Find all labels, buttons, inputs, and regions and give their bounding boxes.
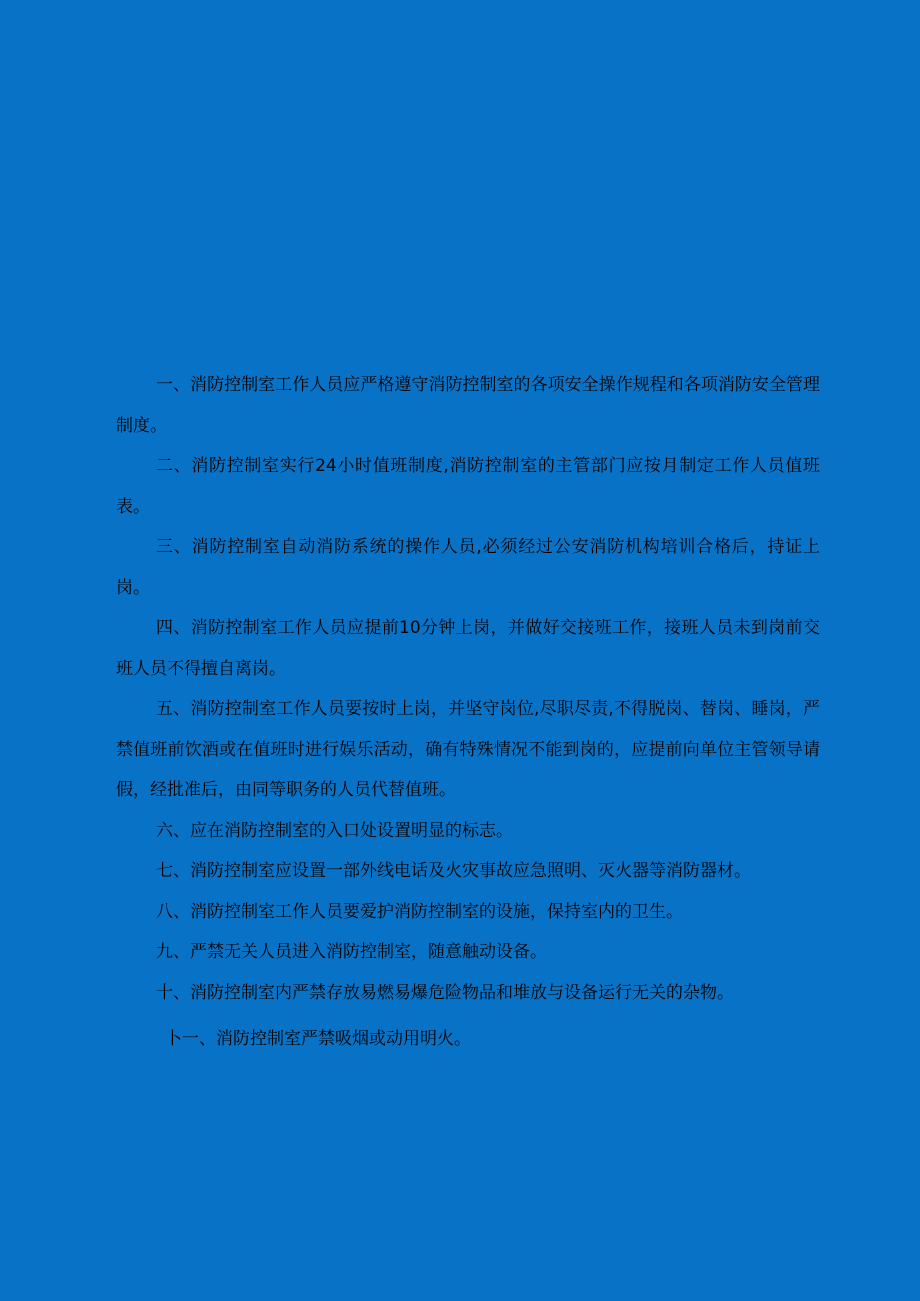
rule-paragraph-10: 十、消防控制室内严禁存放易燃易爆危险物品和堆放与设备运行无关的杂物。 bbox=[156, 982, 734, 1003]
regulations-body bbox=[116, 365, 820, 1060]
rule-paragraph-8: 八、消防控制室工作人员要爱护消防控制室的设施，保持室内的卫生。 bbox=[156, 901, 683, 922]
rule-paragraph-11: 卜一、消防控制室严禁吸烟或动用明火。 bbox=[165, 1029, 471, 1049]
rule-paragraph-4: 四、消防控制室工作人员应提前10分钟上岗，并做好交接班工作，接班人员未到岗前交班人员不得擅自离岗。 bbox=[116, 618, 820, 679]
rule-paragraph-6: 六、应在消防控制室的入口处设置明显的标志。 bbox=[156, 820, 513, 841]
rule-paragraph-1: 一、消防控制室工作人员应严格遵守消防控制室的各项安全操作规程和各项消防安全管理制度。 bbox=[116, 375, 820, 436]
rule-paragraph-9: 九、严禁无关人员进入消防控制室，随意触动设备。 bbox=[156, 942, 547, 962]
rule-paragraph-3: 三、消防控制室自动消防系统的操作人员,必须经过公安消防机构培训合格后，持证上岗。 bbox=[116, 537, 820, 598]
rule-paragraph-7: 七、消防控制室应设置一部外线电话及火灾事故应急照明、灭火器等消防器材。 bbox=[156, 861, 751, 881]
rule-paragraph-2: 二、消防控制室实行24小时值班制度,消防控制室的主管部门应按月制定工作人员值班表。 bbox=[116, 456, 820, 517]
rule-paragraph-5: 五、消防控制室工作人员要按时上岗，并坚守岗位,尽职尽责,不得脱岗、替岗、睡岗，严禁值班前饮酒或在值班时进行娱乐活动，确有特殊情况不能到岗的，应提前向单位主管领导请假，经批准后，由同等职务的人员代替值班。 bbox=[116, 699, 820, 800]
